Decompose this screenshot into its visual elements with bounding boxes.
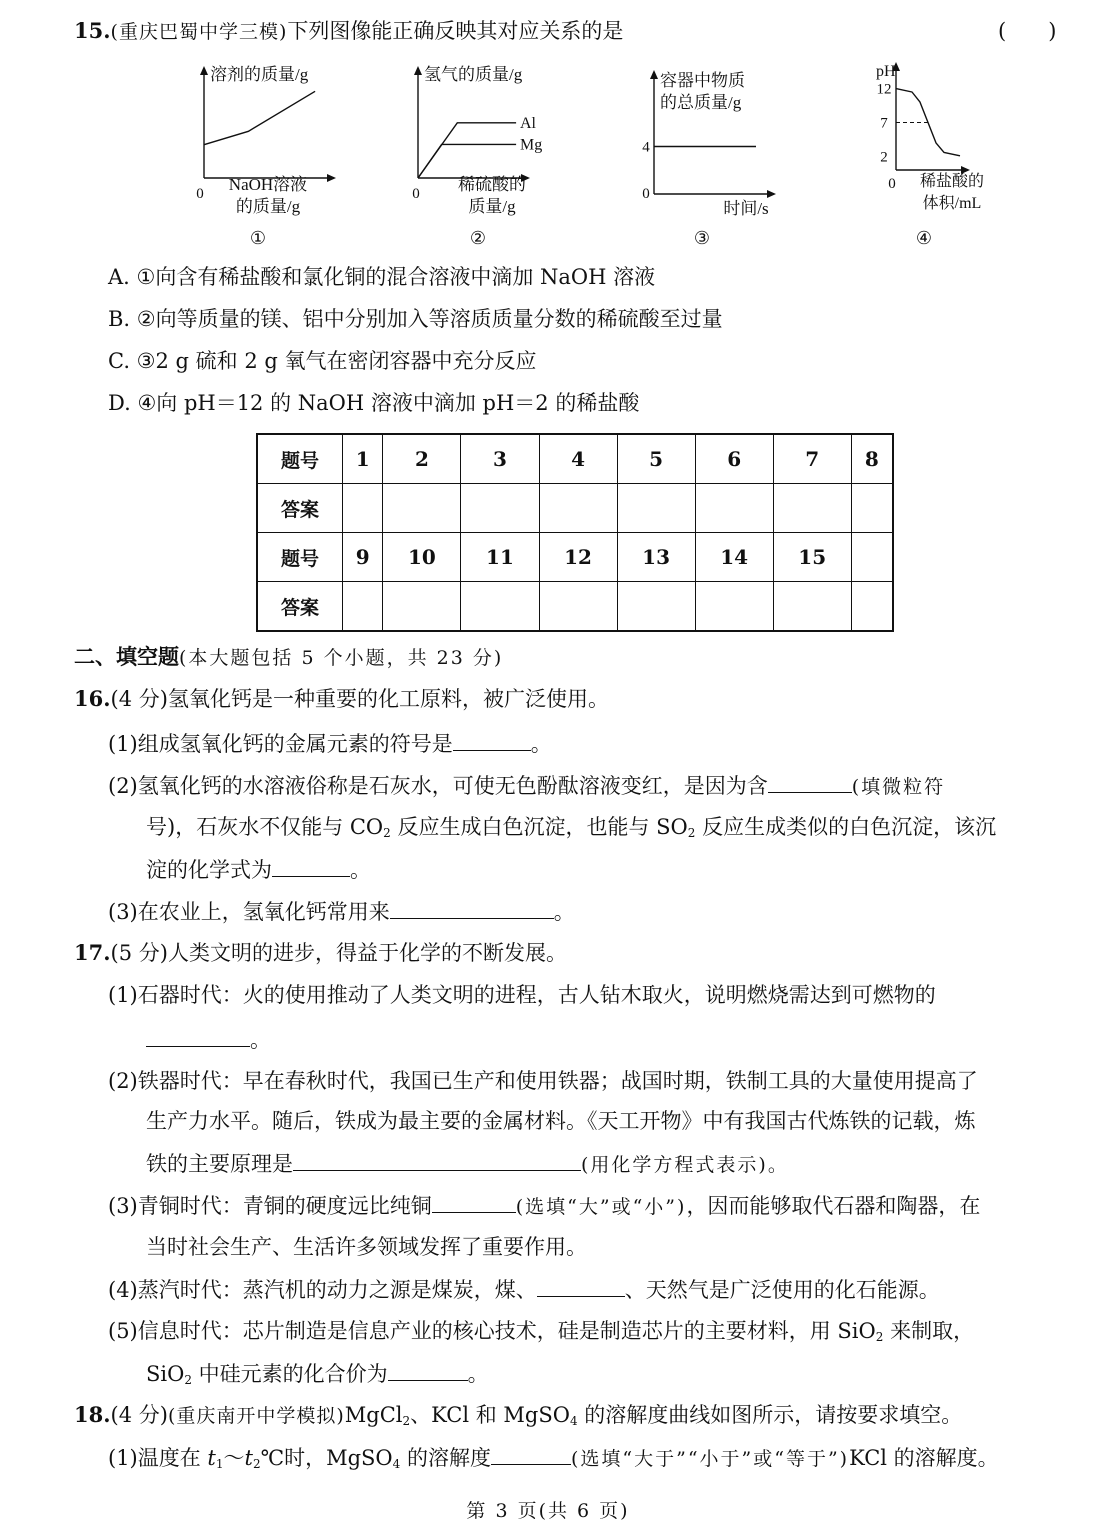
part-text: (1)组成氢氧化钙的金属元素的符号是 [108, 732, 453, 756]
q17-part-2a: (2)铁器时代：早在春秋时代，我国已生产和使用铁器；战国时期，铁制工具的大量使用提高了 [108, 1069, 978, 1093]
table-row [257, 434, 893, 484]
table-row [257, 582, 893, 632]
part-note: (填微粒符 [851, 776, 946, 798]
answer-cell[interactable] [539, 484, 617, 533]
table-row [257, 484, 893, 533]
answer-cell[interactable] [383, 582, 461, 632]
y-tick-label: 4 [642, 139, 650, 156]
section-title: 二、填空题 [74, 645, 179, 669]
x-axis-label: 的质量/g [235, 197, 301, 216]
answer-cell[interactable] [851, 582, 893, 632]
answer-blank[interactable] [293, 1148, 581, 1171]
subscript: 2 [687, 826, 696, 840]
table-cell: 4 [539, 434, 617, 484]
part-text: (4)蒸汽时代：蒸汽机的动力之源是煤炭，煤、 [108, 1278, 537, 1302]
part-text: 来制取， [883, 1319, 975, 1343]
answer-cell[interactable] [617, 484, 695, 533]
y-tick-label: 12 [876, 81, 892, 98]
question-text: 下列图像能正确反映其对应关系的是 [287, 19, 624, 43]
y-axis-label: pH [876, 63, 896, 80]
answer-cell[interactable] [539, 582, 617, 632]
table-cell: 6 [695, 434, 773, 484]
x-axis-label: 稀盐酸的 [919, 173, 985, 190]
y-tick-label: 2 [880, 149, 888, 166]
variable: t [207, 1446, 216, 1470]
part-end: 。 [350, 858, 371, 882]
table-cell: 13 [617, 533, 695, 582]
answer-blank[interactable] [388, 1358, 468, 1381]
y-tick-label: 7 [880, 115, 888, 132]
x-axis-label: 质量/g [468, 197, 516, 216]
q16-part-2a [108, 770, 945, 802]
y-axis-arrow [650, 70, 658, 79]
question-text: MgCl [344, 1403, 403, 1427]
table-cell: 2 [383, 434, 461, 484]
x-axis-label: 稀硫酸的 [458, 175, 526, 194]
part-end: 。 [530, 732, 552, 756]
answer-blank[interactable] [768, 770, 852, 793]
q17-part-5a [108, 1316, 974, 1346]
q18-part-1 [108, 1442, 999, 1474]
question-text: (4 分) [110, 1403, 168, 1427]
page-footer: 第 3 页(共 6 页) [466, 1500, 630, 1522]
series-label: Mg [520, 136, 543, 154]
subscript: 4 [392, 1457, 401, 1471]
table-header-cell: 答案 [257, 484, 343, 533]
y-axis-label: 的总质量/g [660, 93, 742, 112]
question-text: 的溶解度曲线如图所示，请按要求填空。 [577, 1403, 963, 1427]
answer-blank[interactable] [432, 1190, 516, 1213]
q16-part-2c [146, 854, 371, 885]
answer-cell[interactable] [383, 484, 461, 533]
series-line [204, 91, 315, 144]
answer-cell[interactable] [461, 484, 539, 533]
part-text: KCl 的溶解度。 [849, 1446, 999, 1470]
q17-part-3b: 当时社会生产、生活许多领域发挥了重要作用。 [146, 1235, 587, 1259]
option-a: A. ①向含有稀盐酸和氯化铜的混合溶液中滴加 NaOH 溶液 [108, 265, 656, 289]
part-text: (3)在农业上，氢氧化钙常用来 [108, 900, 390, 924]
answer-cell[interactable] [617, 582, 695, 632]
part-text: (2)氢氧化钙的水溶液俗称是石灰水，可使无色酚酞溶液变红，是因为含 [108, 774, 768, 798]
panel-label: ① [249, 228, 267, 248]
q17-part-1a: (1)石器时代：火的使用推动了人类文明的进程，古人钻木取火，说明燃烧需达到可燃物的 [108, 983, 936, 1007]
part-text: 、天然气是广泛使用的化石能源。 [624, 1278, 940, 1302]
table-cell: 3 [461, 434, 539, 484]
panel-label: ② [469, 228, 487, 248]
chart-4 [860, 58, 990, 248]
question-16-stem [74, 684, 609, 714]
answer-cell[interactable] [343, 484, 383, 533]
part-text: (5)信息时代：芯片制造是信息产业的核心技术，硅是制造芯片的主要材料，用 SiO [108, 1319, 876, 1343]
table-row [257, 533, 893, 582]
section-heading [74, 642, 503, 673]
subscript: 2 [252, 1457, 261, 1471]
table-cell: 9 [343, 533, 383, 582]
table-cell: 8 [851, 434, 893, 484]
q17-part-2c [146, 1148, 789, 1180]
table-cell: 11 [461, 533, 539, 582]
subscript: 2 [875, 1330, 884, 1344]
option-c: C. ③2 g 硫和 2 g 氧气在密闭容器中充分反应 [108, 349, 537, 373]
y-axis-label: 容器中物质 [660, 71, 745, 90]
x-axis-arrow [327, 174, 336, 182]
x-axis-arrow [767, 190, 776, 198]
subscript: 2 [184, 1373, 192, 1387]
panel-label: ④ [915, 228, 933, 248]
variable: t [244, 1446, 253, 1470]
answer-paren: ( ) [998, 19, 1057, 43]
x-axis-label: NaOH溶液 [228, 175, 308, 194]
part-text: 淀的化学式为 [146, 858, 272, 882]
table-cell [851, 533, 893, 582]
question-number: 18. [74, 1402, 111, 1427]
q16-part-3 [108, 896, 575, 927]
panel-label: ③ [693, 228, 711, 248]
question-source: (重庆南开中学模拟) [167, 1405, 345, 1427]
part-note: (选填“大”或“小”) [515, 1196, 687, 1218]
subscript: 2 [402, 1414, 411, 1428]
question-18-stem [74, 1400, 962, 1431]
table-cell: 10 [383, 533, 461, 582]
answer-blank[interactable] [272, 854, 350, 877]
y-axis-label: 氢气的质量/g [424, 65, 523, 84]
q16-part-1 [108, 728, 552, 759]
subscript: 4 [569, 1414, 578, 1428]
question-text: 、KCl 和 MgSO [410, 1403, 570, 1427]
answer-blank[interactable] [146, 1024, 250, 1047]
table-cell: 7 [773, 434, 851, 484]
chart-3 [638, 70, 788, 248]
answer-blank[interactable] [453, 728, 531, 751]
question-text: (4 分)氢氧化钙是一种重要的化工原料，被广泛使用。 [110, 687, 609, 711]
section-note: (本大题包括 5 个小题，共 23 分) [179, 647, 504, 669]
answer-table [256, 433, 894, 632]
answer-cell[interactable] [773, 582, 851, 632]
chart-1 [196, 62, 346, 248]
origin-label: 0 [888, 176, 896, 192]
part-text: 中硅元素的化合价为 [191, 1362, 388, 1386]
table-cell: 14 [695, 533, 773, 582]
answer-cell[interactable] [343, 582, 383, 632]
part-note: (选填“大于”“小于”或“等于”) [570, 1448, 850, 1470]
x-axis-label: 时间/s [723, 199, 769, 218]
origin-label: 0 [196, 186, 204, 202]
question-source: (重庆巴蜀中学三模) [110, 21, 288, 43]
series-line-al [418, 123, 516, 178]
q17-part-3a [108, 1190, 980, 1222]
x-axis-label: 体积/mL [922, 195, 982, 212]
part-text: SiO [146, 1362, 185, 1386]
origin-label: 0 [412, 186, 420, 202]
chart-2 [408, 62, 568, 248]
part-end: 。 [250, 1028, 271, 1052]
question-15-stem [74, 16, 623, 47]
series-label: Al [520, 114, 536, 132]
q17-part-4 [108, 1274, 940, 1305]
question-17-stem [74, 938, 567, 968]
answer-cell[interactable] [851, 484, 893, 533]
q16-part-2b [146, 812, 996, 842]
part-text: (1)温度在 [108, 1446, 208, 1470]
origin-label: 0 [642, 186, 650, 202]
part-text: (3)青铜时代：青铜的硬度远比纯铜 [108, 1194, 432, 1218]
answer-blank[interactable] [491, 1442, 571, 1465]
q17-part-5b [146, 1358, 489, 1389]
part-text: 的溶解度 [400, 1446, 491, 1470]
part-text: 反应生成白色沉淀，也能与 SO [390, 815, 688, 839]
series-line-mg [418, 144, 516, 178]
answer-cell[interactable] [695, 582, 773, 632]
part-note: (用化学方程式表示)。 [581, 1154, 789, 1176]
table-cell: 5 [617, 434, 695, 484]
part-end: 。 [553, 900, 575, 924]
q17-part-2b: 生产力水平。随后，铁成为最主要的金属材料。《天工开物》中有我国古代炼铁的记载，炼 [146, 1109, 976, 1133]
answer-blank[interactable] [537, 1274, 625, 1297]
table-cell: 12 [539, 533, 617, 582]
part-text: 反应生成类似的白色沉淀，该沉 [695, 815, 997, 839]
y-axis-label: 溶剂的质量/g [210, 65, 309, 84]
subscript: 1 [215, 1457, 224, 1471]
question-number: 16. [74, 686, 111, 711]
table-header-cell: 题号 [257, 533, 343, 582]
part-text: ℃时，MgSO [260, 1446, 393, 1470]
subscript: 2 [383, 826, 391, 840]
table-cell: 15 [773, 533, 851, 582]
answer-cell[interactable] [773, 484, 851, 533]
question-number: 17. [74, 940, 111, 965]
answer-cell[interactable] [695, 484, 773, 533]
part-text: 铁的主要原理是 [146, 1152, 293, 1176]
part-text: ，因而能够取代石器和陶器，在 [686, 1194, 981, 1218]
question-number: 15. [74, 18, 111, 43]
question-text: (5 分)人类文明的进步，得益于化学的不断发展。 [110, 941, 567, 965]
y-axis-arrow [200, 66, 208, 75]
part-end: 。 [467, 1362, 489, 1386]
table-header-cell: 题号 [257, 434, 343, 484]
option-d: D. ④向 pH＝12 的 NaOH 溶液中滴加 pH＝2 的稀盐酸 [108, 391, 640, 415]
answer-cell[interactable] [461, 582, 539, 632]
option-b: B. ②向等质量的镁、铝中分别加入等溶质质量分数的稀硫酸至过量 [108, 307, 723, 331]
part-text: 号)，石灰水不仅能与 CO [146, 815, 384, 839]
y-axis-arrow [414, 66, 422, 75]
table-cell: 1 [343, 434, 383, 484]
table-header-cell: 答案 [257, 582, 343, 632]
q17-part-1b [146, 1024, 271, 1055]
answer-blank[interactable] [390, 896, 554, 919]
part-text: ～ [223, 1446, 245, 1470]
